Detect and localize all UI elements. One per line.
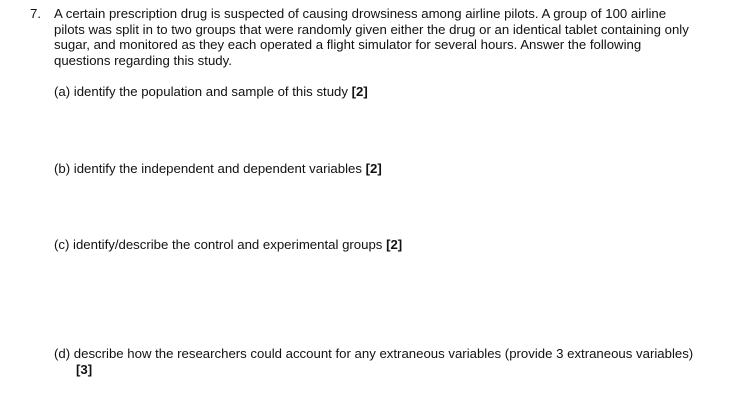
part-b-marks: [2] — [365, 161, 382, 176]
part-d — [54, 346, 693, 377]
part-d-text: (d) describe how the researchers could account for any extraneous variables (provide 3 extraneous variables) — [54, 346, 694, 361]
part-d-marks: [3] — [76, 361, 93, 377]
question-number: 7. — [30, 6, 41, 21]
stem-line: sugar, and monitored as they each operated a flight simulator for several hours. Answer the following — [54, 37, 642, 52]
part-c-text: (c) identify/describe the control and experimental groups — [54, 237, 387, 252]
part-a-text: (a) identify the population and sample of this study — [54, 84, 352, 99]
part-c — [54, 237, 402, 253]
stem-line: A certain prescription drug is suspected of causing drowsiness among airline pilots. A group of 100 airline — [54, 6, 667, 21]
part-a — [54, 84, 368, 100]
part-b — [54, 161, 382, 177]
stem-line: questions regarding this study. — [54, 52, 232, 68]
question-stem — [54, 6, 729, 68]
part-a-marks: [2] — [351, 84, 368, 99]
part-c-marks: [2] — [386, 237, 403, 252]
part-b-text: (b) identify the independent and dependent variables — [54, 161, 366, 176]
stem-line: pilots was split in to two groups that were randomly given either the drug or an identical tablet containing only — [54, 21, 689, 37]
